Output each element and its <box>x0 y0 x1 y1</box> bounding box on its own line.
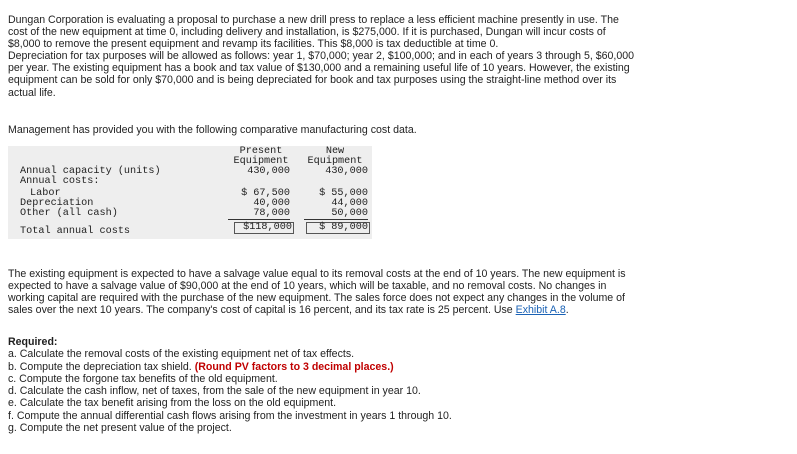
cost-data-table <box>8 146 372 239</box>
required-heading: Required: <box>8 336 58 348</box>
intro-line: Dungan Corporation is evaluating a proposal to purchase a new drill press to replace a less efficient machine presently in use. The <box>8 14 619 26</box>
requirement-e: e. Calculate the tax benefit arising from the loss on the old equipment. <box>8 397 337 410</box>
rounding-note: (Round PV factors to 3 decimal places.) <box>194 360 394 373</box>
intro-line: per year. The existing equipment has a book and tax value of $130,000 and a remaining useful life of 10 years. However, the existing <box>8 62 630 75</box>
cell-present-total: $118,000 <box>234 222 294 234</box>
row-label-depreciation: Depreciation <box>20 198 94 209</box>
info-text: sales over the next 10 years. The company's cost of capital is 16 percent, and its tax rate is 25 percent. Use <box>8 304 516 317</box>
row-label-total: Total annual costs <box>20 226 131 237</box>
required-section <box>8 336 768 434</box>
requirement-g: g. Compute the net present value of the project. <box>8 422 232 435</box>
cell-present-other: 78,000 <box>228 209 290 220</box>
requirement-b-text: b. Compute the depreciation tax shield. <box>8 360 195 373</box>
intro-line: Depreciation for tax purposes will be allowed as follows: year 1, $70,000; year 2, $100,000; and in each of years 3 through 5, $60,000 <box>8 50 635 63</box>
cell-new-labor: $ 55,000 <box>319 188 368 199</box>
cell-present-capacity: 430,000 <box>247 166 290 177</box>
cell-new-capacity: 430,000 <box>325 166 368 177</box>
additional-info <box>8 268 713 316</box>
requirement-c: c. Compute the forgone tax benefits of the old equipment. <box>8 372 278 385</box>
info-line: expected to have a salvage value of $90,000 at the end of 10 years, which will be taxable, and no removal costs. No changes in <box>8 280 607 293</box>
row-label-other: Other (all cash) <box>20 208 118 219</box>
cell-new-total: $ 89,000 <box>306 222 370 234</box>
info-period: . <box>565 304 569 317</box>
management-note: Management has provided you with the following comparative manufacturing cost data. <box>8 124 417 136</box>
row-label-annual-costs: Annual costs: <box>20 176 100 187</box>
cell-present-depreciation: 40,000 <box>253 198 290 209</box>
intro-line: $8,000 to remove the present equipment and revamp its facilities. This $8,000 is tax deductible at time 0. <box>8 38 499 51</box>
header-present-line1: Present <box>239 146 283 157</box>
problem-intro <box>8 14 713 99</box>
cell-new-other: 50,000 <box>304 209 368 220</box>
row-label-annual-capacity: Annual capacity (units) <box>20 166 161 177</box>
header-new-line2: Equipment <box>307 156 363 167</box>
requirement-b <box>8 361 768 373</box>
cell-new-depreciation: 44,000 <box>331 198 368 209</box>
cell-present-labor: $ 67,500 <box>241 188 290 199</box>
intro-line: equipment can be sold for only $70,000 and is being depreciated for book and tax purposes using the straight-line method over its <box>8 74 617 87</box>
exhibit-link[interactable]: Exhibit A.8 <box>515 304 566 317</box>
requirement-a: a. Calculate the removal costs of the existing equipment net of tax effects. <box>8 348 355 361</box>
header-new-line1: New <box>325 146 345 157</box>
row-label-labor: Labor <box>30 188 61 199</box>
requirement-f: f. Compute the annual differential cash flows arising from the investment in years 1 through 10. <box>8 409 452 422</box>
info-line: The existing equipment is expected to have a salvage value equal to its removal costs at the end of 10 years. The new equipment is <box>8 268 626 280</box>
info-line <box>8 304 713 316</box>
intro-line: actual life. <box>8 86 56 99</box>
info-line: working capital are required with the purchase of the new equipment. The sales force does not expect any changes in the volume of <box>8 292 625 305</box>
intro-line: cost of the new equipment at time 0, including delivery and installation, is $275,000. If it is purchased, Dungan will incur costs of <box>8 26 606 39</box>
requirement-d: d. Calculate the cash inflow, net of taxes, from the sale of the new equipment in year 10. <box>8 385 421 398</box>
header-present-line2: Equipment <box>233 156 289 167</box>
